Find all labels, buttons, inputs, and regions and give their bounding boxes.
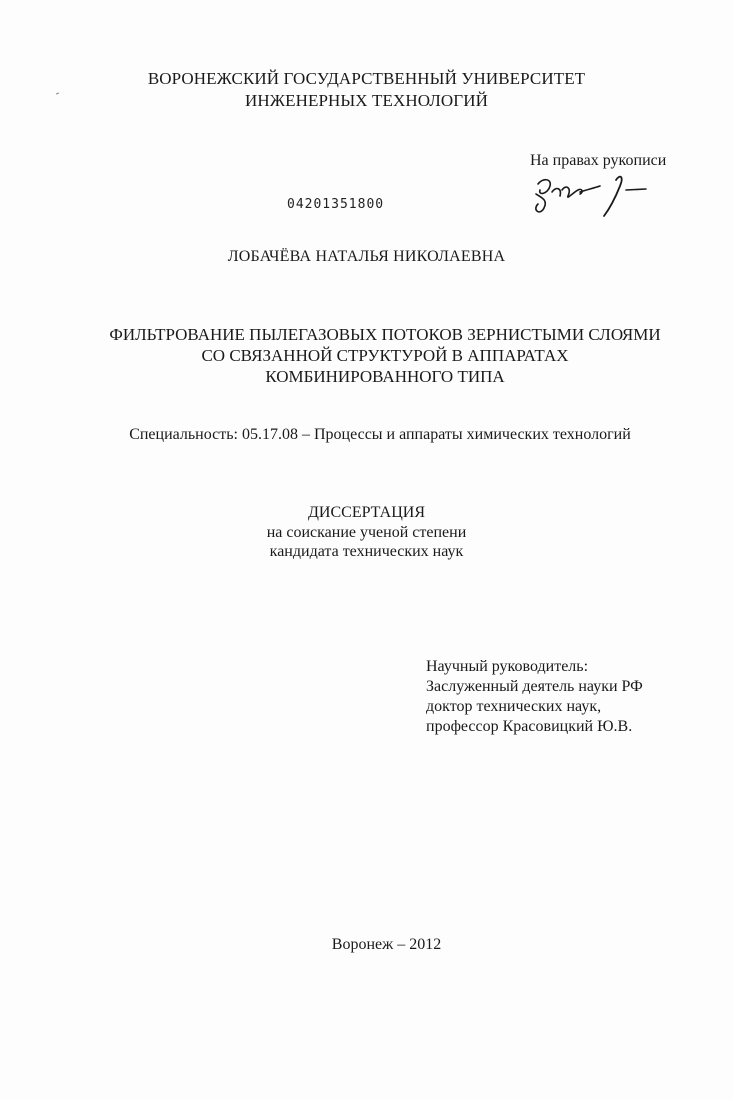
university-line-1: ВОРОНЕЖСКИЙ ГОСУДАРСТВЕННЫЙ УНИВЕРСИТЕТ <box>147 69 586 88</box>
handwritten-signature <box>528 170 658 220</box>
document-type: ДИССЕРТАЦИЯ <box>308 504 425 521</box>
scientific-advisor <box>426 657 643 737</box>
author-name: ЛОБАЧЁВА НАТАЛЬЯ НИКОЛАЕВНА <box>227 248 506 265</box>
degree-line-1: на соискание ученой степени <box>266 524 467 541</box>
university-name <box>0 68 733 112</box>
advisor-line-4: профессор Красовицкий Ю.В. <box>426 718 633 735</box>
dissertation-title <box>30 324 733 387</box>
advisor-line-3: доктор технических наук, <box>426 698 602 715</box>
registration-code: 04201351800 <box>287 197 385 212</box>
advisor-line-2: Заслуженный деятель науки РФ <box>426 678 643 695</box>
degree-line-2: кандидата технических наук <box>269 543 464 560</box>
manuscript-note: На правах рукописи <box>530 152 667 169</box>
title-line-2: СО СВЯЗАННОЙ СТРУКТУРОЙ В АППАРАТАХ <box>201 346 569 365</box>
title-line-1: ФИЛЬТРОВАНИЕ ПЫЛЕГАЗОВЫХ ПОТОКОВ ЗЕРНИСТЫМИ СЛОЯМИ <box>109 325 661 344</box>
degree-description <box>0 523 733 561</box>
city-year: Воронеж – 2012 <box>331 936 442 953</box>
university-line-2: ИНЖЕНЕРНЫХ ТЕХНОЛОГИЙ <box>245 91 488 110</box>
advisor-line-1: Научный руководитель: <box>426 658 589 675</box>
specialty: Специальность: 05.17.08 – Процессы и аппараты химических технологий <box>129 426 631 443</box>
title-line-3: КОМБИНИРОВАННОГО ТИПА <box>265 367 505 386</box>
